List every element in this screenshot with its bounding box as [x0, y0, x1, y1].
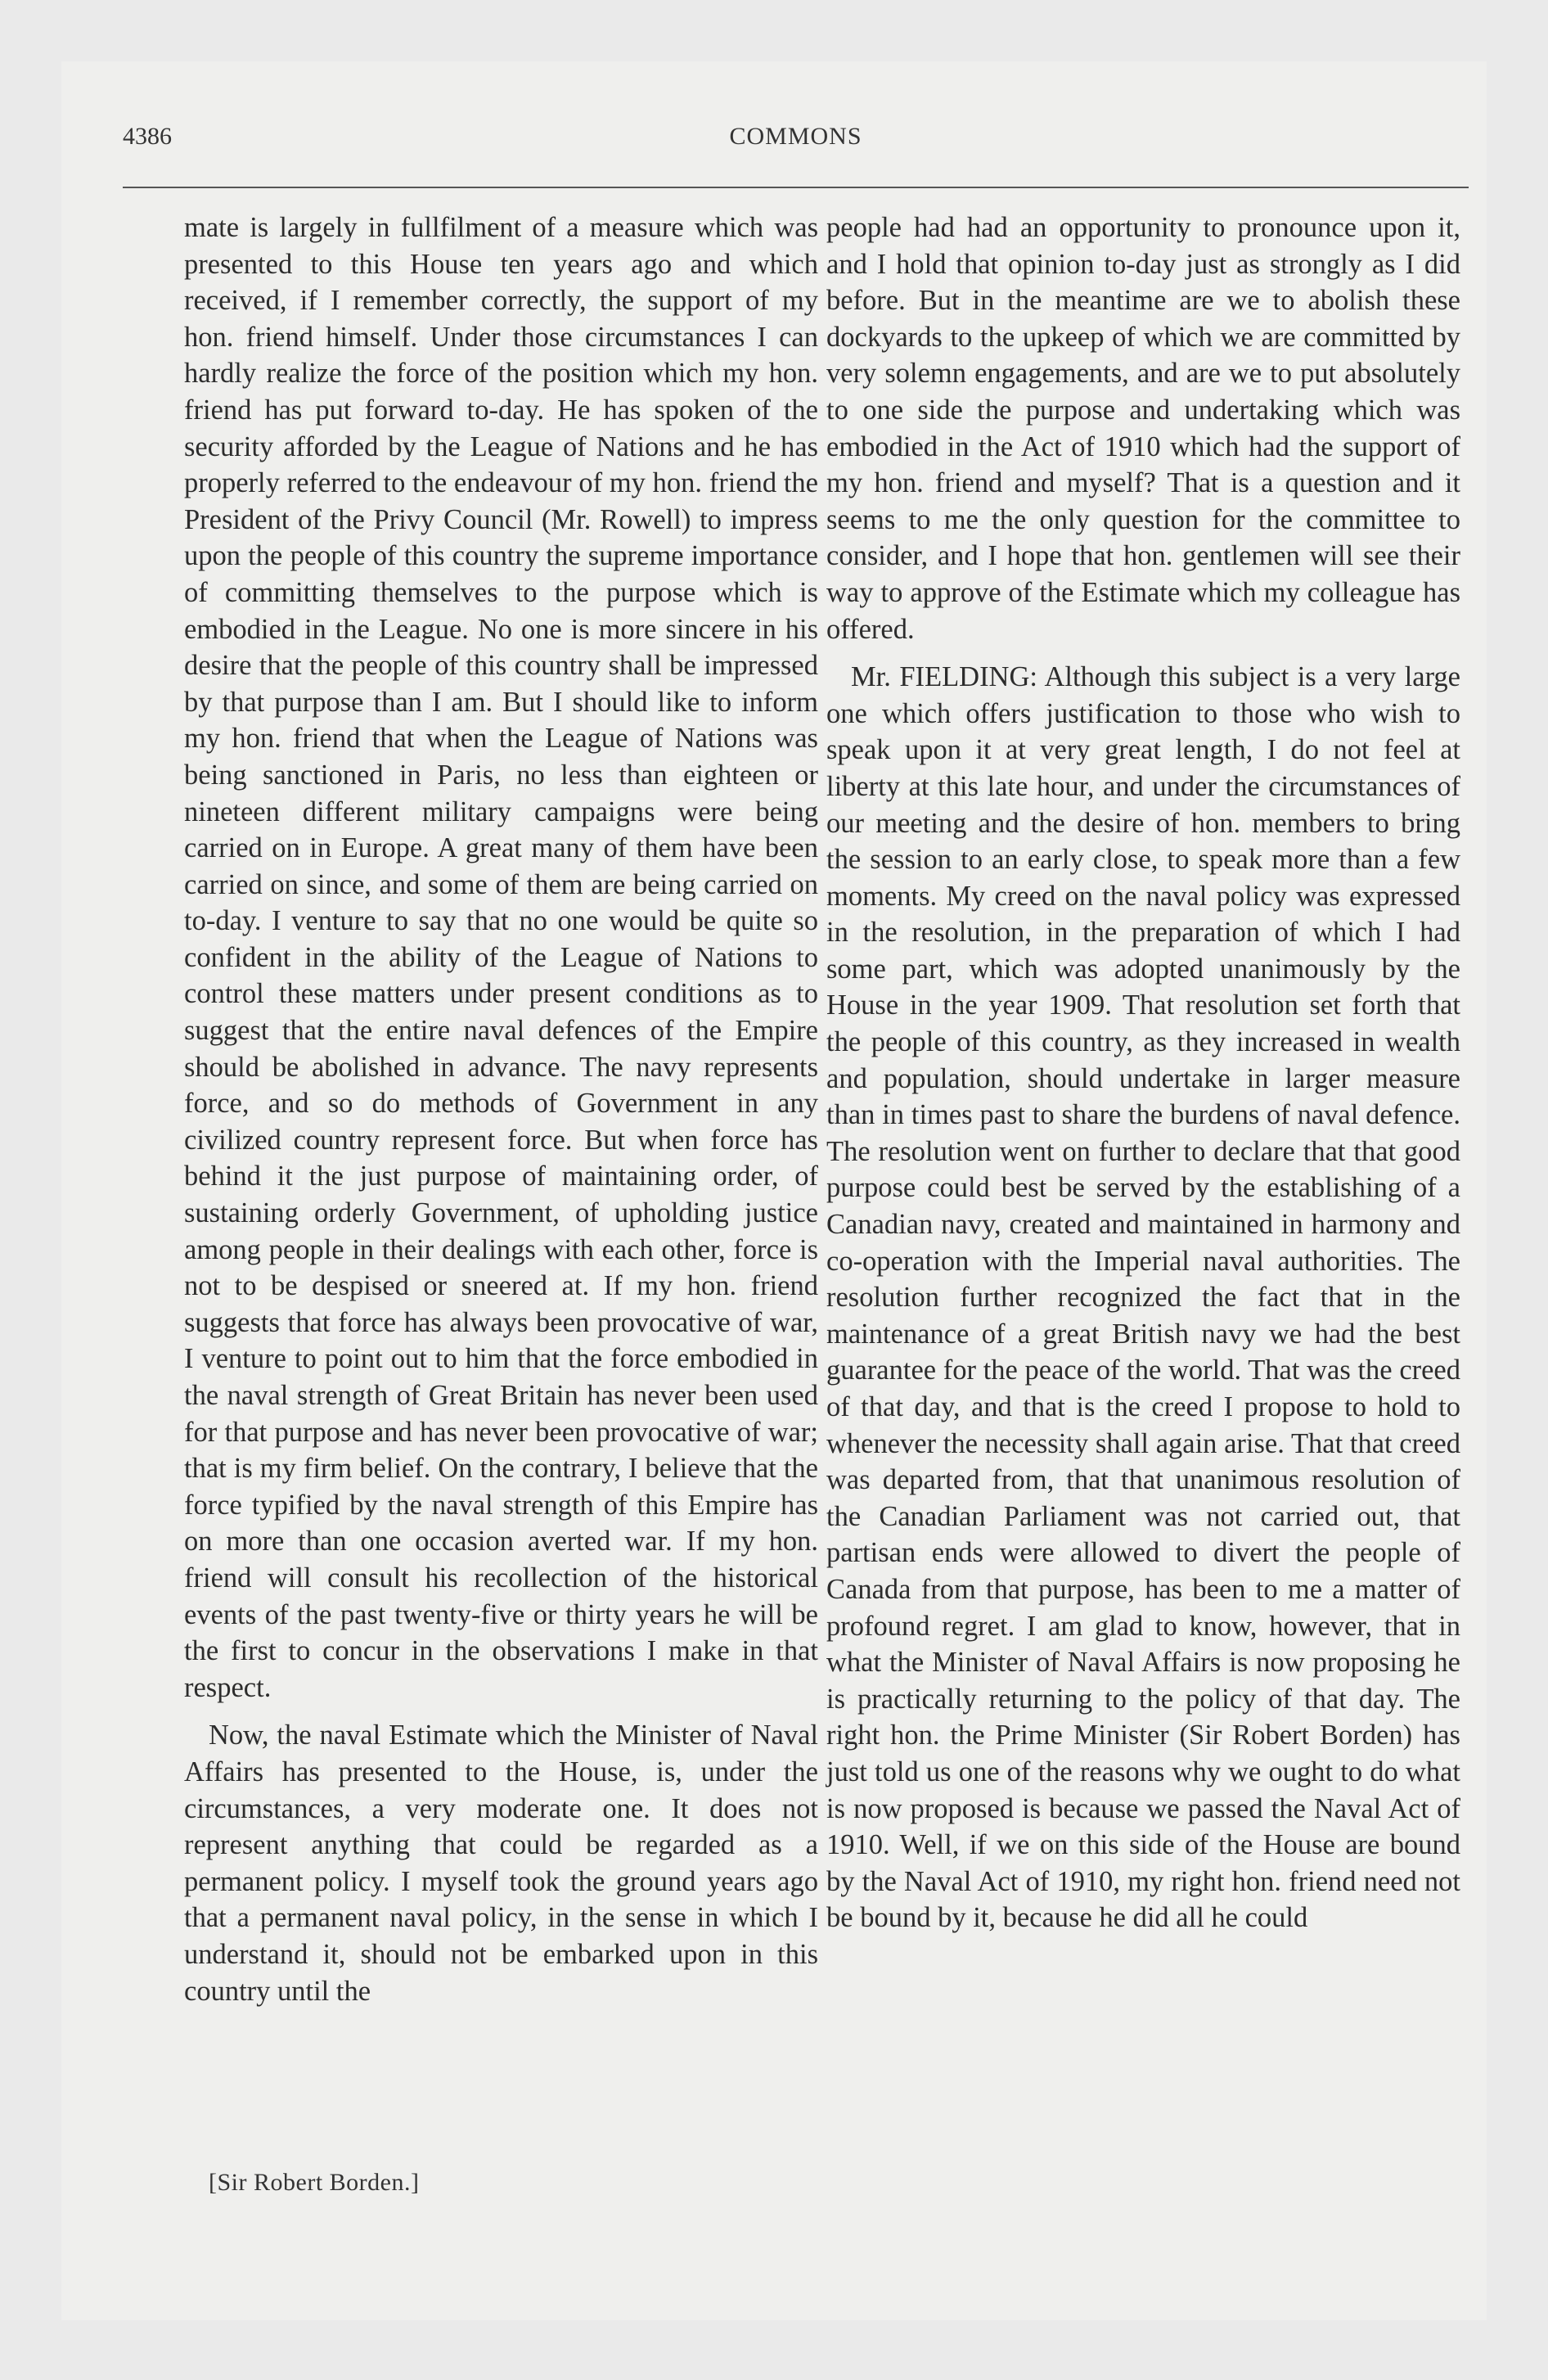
left-paragraph-1: mate is largely in fullfilment of a measure which was presented to this House ten years ago and which received, if I remember correctly, the support of my hon. friend himself. Under those circumstances I can hardly realize the force of the position which my hon. friend has put forward to-day. He has spoken of the security afforded by the League of Nations and he has properly referred to the endeavour of my hon. friend the President of the Privy Council (Mr. Rowell) to impress upon the people of this country the supreme importance of committing themselves to the purpose which is embodied in the League. No one is more sincere in his desire that the people of this country shall be impressed by that purpose than I am. But I should like to inform my hon. friend that when the League of Nations was being sanctioned in Paris, no less than eighteen or nineteen different military campaigns were being carried on in Europe. A great many of them have been carried on since, and some of them are being carried on to-day. I venture to say that no one would be quite so confident in the ability of the League of Nations to control these matters under present conditions as to suggest that the entire naval defences of the Empire should be abolished in advance. The navy represents force, and so do methods of Government in any civilized country represent force. But when force has behind it the just purpose of maintaining order, of sustaining orderly Government, of upholding justice among people in their dealings with each other, force is not to be despised or sneered at. If my hon. friend suggests that force has always been provocative of war, I venture to point out to him that the force embodied in the naval strength of Great Britain has never been used for that purpose and has never been provocative of war; that is my firm belief. On the contrary, I believe that the force typified by the naval strength of this Empire has on more than one occasion averted war. If my hon. friend will consult his recollection of the historical events of the past twenty-five or thirty years he will be the first to concur in the observations I make in that respect.	[184, 212, 818, 1703]
page-number: 4386	[123, 123, 172, 150]
speaker-reference: [Sir Robert Borden.]	[209, 2169, 420, 2196]
left-column	[184, 210, 818, 2009]
running-head: COMMONS	[729, 123, 862, 150]
left-paragraph-2: Now, the naval Estimate which the Minister of Naval Affairs has presented to the House, is, under the circumstances, a very moderate one. It does not represent anything that could be regarded as a permanent policy. I myself took the ground years ago that a permanent naval policy, in the sense in which I understand it, should not be embarked upon in this country until the	[184, 1720, 818, 2007]
right-paragraph-1: people had had an opportunity to pronounce upon it, and I hold that opinion to-day just as strongly as I did before. But in the meantime are we to abolish these dockyards to the upkeep of which we are committed by very solemn engagements, and are we to put absolutely to one side the purpose and undertaking which was embodied in the Act of 1910 which had the support of my hon. friend and myself? That is a question and it seems to me the only question for the committee to consider, and I hope that hon. gentlemen will see their way to approve of the Estimate which my colleague has offered.	[826, 212, 1460, 645]
right-column	[826, 210, 1460, 1936]
page-header	[123, 123, 1469, 172]
header-rule	[123, 187, 1469, 188]
right-paragraph-2: Mr. FIELDING: Although this subject is a very large one which offers justification to those who wish to speak upon it at very great length, I do not feel at liberty at this late hour, and under the circumstances of our meeting and the desire of hon. members to bring the session to an early close, to speak more than a few moments. My creed on the naval policy was expressed in the resolution, in the preparation of which I had some part, which was adopted unanimously by the House in the year 1909. That resolution set forth that the people of this country, as they increased in wealth and population, should undertake in larger measure than in times past to share the burdens of naval defence. The resolution went on further to declare that that good purpose could best be served by the establishing of a Canadian navy, created and maintained in harmony and co-operation with the Imperial naval authorities. The resolution further recognized the fact that in the maintenance of a great British navy we had the best guarantee for the peace of the world. That was the creed of that day, and that is the creed I propose to hold to whenever the necessity shall again arise. That that creed was departed from, that that unanimous resolution of the Canadian Parliament was not carried out, that partisan ends were allowed to divert the people of Canada from that purpose, has been to me a matter of profound regret. I am glad to know, however, that in what the Minister of Naval Affairs is now proposing he is practically returning to the policy of that day. The right hon. the Prime Minister (Sir Robert Borden) has just told us one of the reasons why we ought to do what is now proposed is because we passed the Naval Act of 1910. Well, if we on this side of the House are bound by the Naval Act of 1910, my right hon. friend need not be bound by it, because he did all he could	[826, 661, 1460, 1934]
